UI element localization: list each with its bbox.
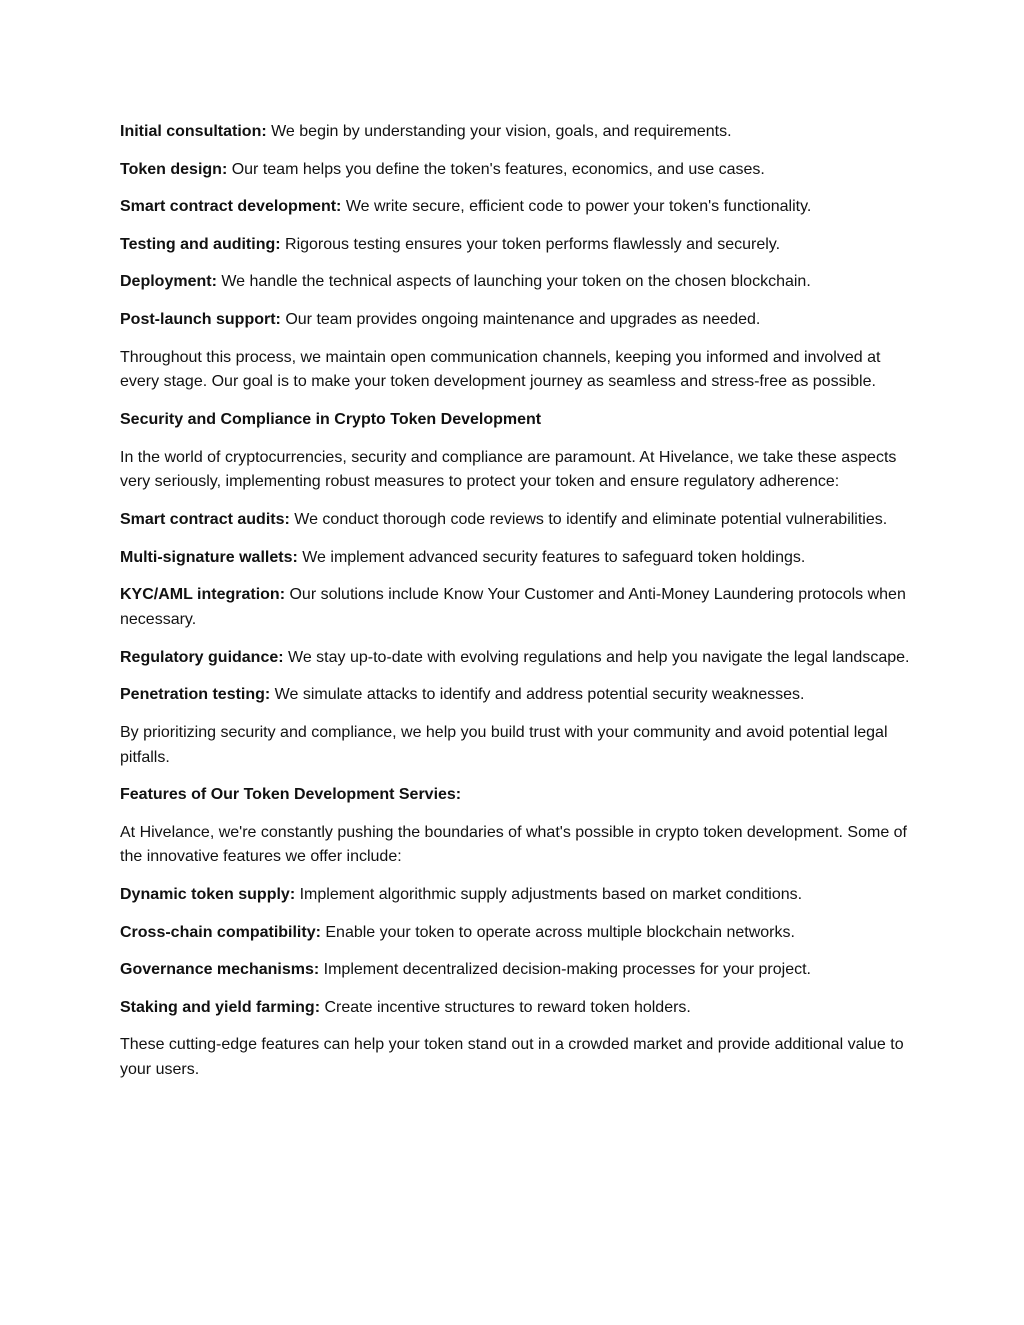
security-item [120,646,910,671]
security-heading: Security and Compliance in Crypto Token Development [120,410,542,428]
security-item-label: Multi-signature wallets: [120,548,298,566]
process-step-text: We begin by understanding your vision, goals, and requirements. [266,123,732,140]
process-summary-paragraph: Throughout this process, we maintain open communication channels, keeping you informed and involved at every stage. Our goal is to make your token development journey as seamless and stress-free as possible. [120,348,881,391]
feature-item-label: Cross-chain compatibility: [120,923,321,941]
document-page [120,120,910,1096]
feature-item-label: Dynamic token supply: [120,886,296,904]
feature-item-label: Governance mechanisms: [120,961,320,979]
process-step-label: Initial consultation: [120,123,267,140]
process-step-label: Deployment: [120,273,217,291]
feature-item-label: Staking and yield farming: [120,998,321,1016]
feature-item [120,996,910,1021]
security-item-text: We conduct thorough code reviews to identify and eliminate potential vulnerabilities. [289,510,888,528]
features-intro-paragraph: At Hivelance, we're constantly pushing the boundaries of what's possible in crypto token development. Some of the innovative features we offer include: [120,823,907,866]
process-step [120,195,910,220]
process-step-text: We handle the technical aspects of launching your token on the chosen blockchain. [216,273,811,291]
security-item [120,508,910,533]
security-item [120,683,910,708]
security-item-label: Regulatory guidance: [120,648,284,666]
process-step [120,233,910,258]
features-summary-paragraph: These cutting-edge features can help your token stand out in a crowded market and provide additional value to your users. [120,1036,904,1079]
process-step-label: Smart contract development: [120,198,342,216]
feature-item [120,958,910,983]
security-item [120,583,910,633]
feature-item [120,921,910,946]
security-item-text: Our solutions include Know Your Customer and Anti-Money Laundering protocols when necessary. [120,586,906,628]
feature-item-text: Create incentive structures to reward token holders. [320,998,691,1016]
process-step [120,158,910,183]
security-item-text: We simulate attacks to identify and address potential security weaknesses. [270,686,805,704]
process-step-text: Rigorous testing ensures your token performs flawlessly and securely. [280,235,781,253]
feature-item [120,883,910,908]
feature-item-text: Implement decentralized decision-making processes for your project. [319,961,811,979]
security-item-label: KYC/AML integration: [120,586,286,604]
security-item [120,546,910,571]
process-step [120,270,910,295]
security-item-text: We implement advanced security features to safeguard token holdings. [297,548,806,566]
process-step-text: Our team helps you define the token's features, economics, and use cases. [227,160,765,178]
security-item-text: We stay up-to-date with evolving regulations and help you navigate the legal landscape. [283,648,910,666]
process-step-label: Post-launch support: [120,310,281,328]
process-step-label: Testing and auditing: [120,235,281,253]
process-step-text: We write secure, efficient code to power your token's functionality. [341,198,812,216]
process-step [120,308,910,333]
feature-item-text: Implement algorithmic supply adjustments based on market conditions. [295,886,803,904]
security-summary-paragraph: By prioritizing security and compliance, we help you build trust with your community and avoid potential legal pitfalls. [120,723,888,766]
process-step-label: Token design: [120,160,228,178]
security-item-label: Penetration testing: [120,686,271,704]
security-item-label: Smart contract audits: [120,510,290,528]
process-step [120,120,910,145]
process-step-text: Our team provides ongoing maintenance and upgrades as needed. [280,310,761,328]
security-intro-paragraph: In the world of cryptocurrencies, security and compliance are paramount. At Hivelance, we take these aspects very seriously, implementing robust measures to protect your token and ensure regulatory adherence: [120,448,897,491]
feature-item-text: Enable your token to operate across multiple blockchain networks. [320,923,795,941]
features-heading: Features of Our Token Development Servies: [120,786,462,804]
